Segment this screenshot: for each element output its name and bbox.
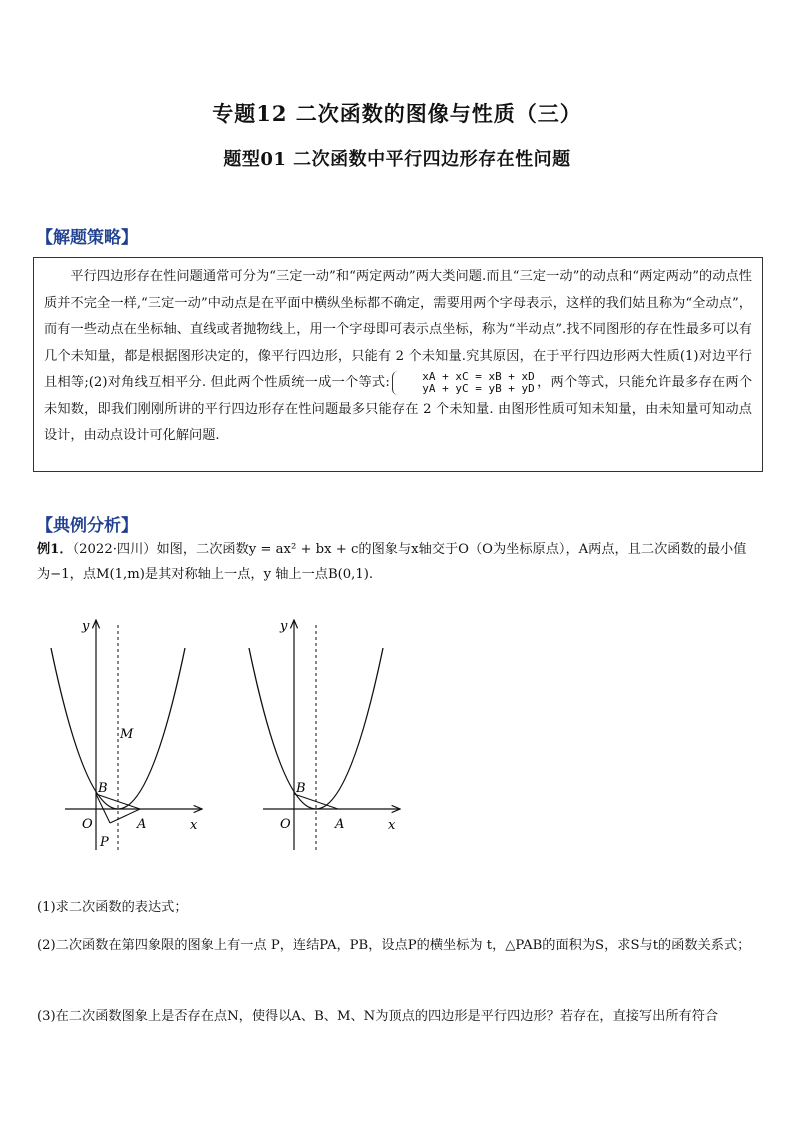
label-b: B [296,781,306,796]
label-b: B [98,781,108,796]
page-title: 专题12 二次函数的图像与性质（三） [212,101,582,126]
label-a: A [335,817,345,832]
question-3: (3)在二次函数图象上是否存在点N，使得以A、B、M、N为顶点的四边形是平行四边形？若存在，直接写出所有符合 [37,1009,719,1024]
equation-line-2: yA + yC = yB + yD [422,381,535,395]
label-y: y [82,619,90,634]
label-m: M [120,727,134,742]
figure-right [238,610,418,860]
equation-line-1: xA + xC = xB + xD [422,369,535,383]
label-o: O [82,817,93,832]
strategy-heading: 【解题策略】 [36,228,138,248]
figure-left [40,610,220,860]
strategy-text-end: ，两个等式，只能允许最多存在两个未知数，即我们刚刚所讲的平行四边形存在性问题最多只能存在 2 个未知量. 由图形性质可知未知量，由未知量可知动点设计，由动点设计可化解问题. [44,375,753,443]
example-heading: 【典例分析】 [36,516,138,536]
example-label: 例1． [37,542,73,557]
strategy-paragraph [44,264,752,450]
example-text: （2022·四川）如图，二次函数y = ax² + bx + c的图象与x轴交于O（O为坐标原点），A两点，且二次函数的最小值为−1，点M(1,m)是其对称轴上一点，y 轴上一点B(0,1). [37,542,747,582]
strategy-box [33,257,763,472]
question-2: (2)二次函数在第四象限的图象上有一点 P，连结PA，PB，设点P的横坐标为 t，△PAB的面积为S，求S与t的函数关系式； [37,938,751,953]
label-y: y [280,619,288,634]
question-1: (1)求二次函数的表达式； [37,900,188,915]
label-x: x [388,818,396,833]
example-intro [37,537,759,587]
label-o: O [280,817,291,832]
label-p: P [100,835,109,850]
label-x: x [190,818,198,833]
strategy-text-start: 平行四边形存在性问题通常可分为“三定一动”和“两定两动”两大类问题.而且“三定一动”的动点和“两定两动”的动点性质并不完全一样,“三定一动”中动点是在平面中横纵坐标都不确定，需要用两个字母表示，这样的我们姑且称为“全动点”，而有一些动点在坐标轴、直线或者抛物线上，用一个字母即可表示点坐标，称为“半动点”.找不同图形的存在性最多可以有几个未知量，都是根据图形决定的，像平行四边形，只能有 2 个未知量.究其原因，在于平行四边形两大性质(1)对边平行且相等;(2)对角线互相平分. 但此两个性质统一成一个等式: [44,269,752,390]
label-a: A [137,817,147,832]
segment-pa [110,809,140,823]
equation-system [392,371,535,395]
page-subtitle: 题型01 二次函数中平行四边形存在性问题 [223,149,571,170]
